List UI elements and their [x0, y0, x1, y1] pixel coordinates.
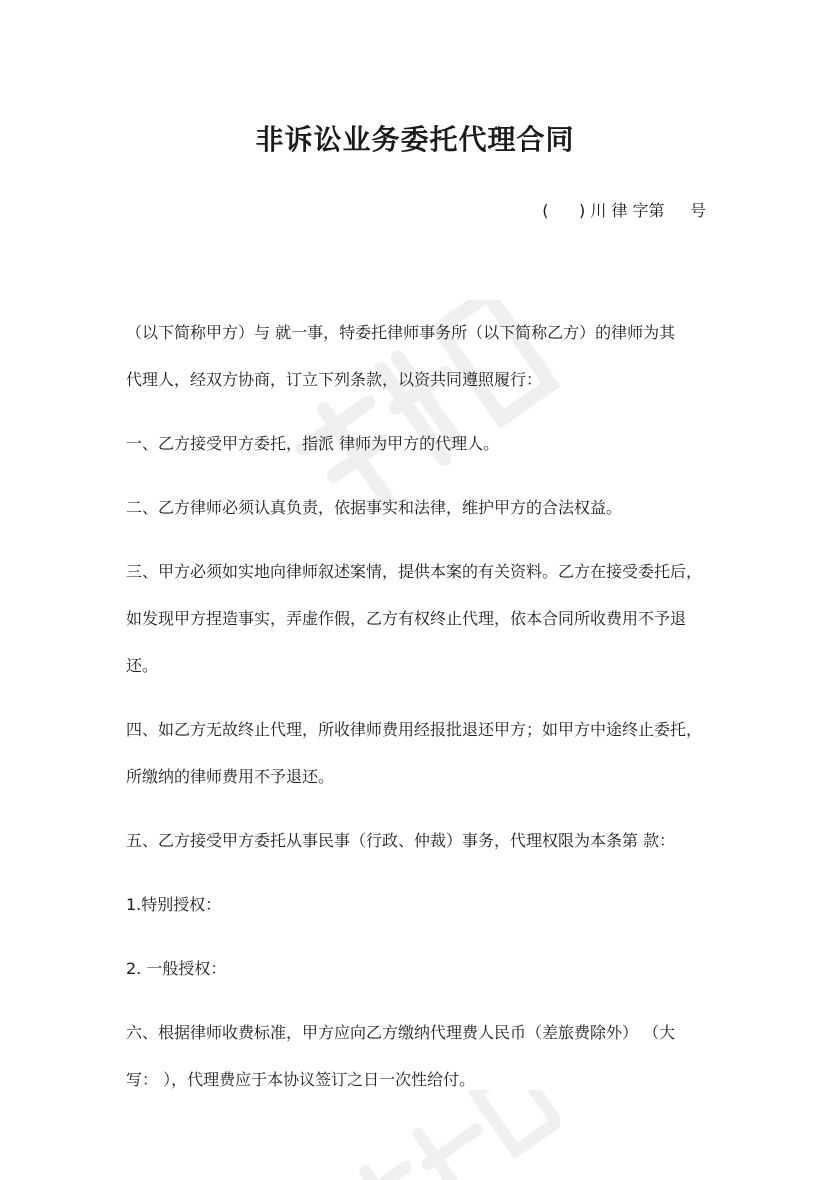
paragraph-general-authorization: [126, 954, 708, 984]
text-line: 还。: [126, 656, 159, 675]
text-line: 一、乙方接受甲方委托，指派 律师为甲方的代理人。: [126, 434, 500, 453]
paragraph-clause-6: [126, 1018, 708, 1095]
text-line: 三、甲方必须如实地向律师叙述案情，提供本案的有关资料。乙方在接受委托后，: [126, 562, 703, 581]
text-line: 五、乙方接受甲方委托从事民事（行政、仲裁）事务，代理权限为本条第 款：: [126, 831, 676, 850]
text-line: 四、如乙方无故终止代理，所收律师费用经报批退还甲方；如甲方中途终止委托，: [126, 720, 703, 739]
paragraph-clause-5: [126, 826, 708, 856]
text-line: 写： ），代理费应于本协议签订之日一次性给付。: [126, 1070, 476, 1089]
text-line: 所缴纳的律师费用不予退还。: [126, 767, 335, 786]
paragraph-intro: [126, 318, 708, 395]
text-line: 六、根据律师收费标准，甲方应向乙方缴纳代理费人民币（差旅费除外） （大: [126, 1023, 676, 1042]
text-line: 2. 一般授权：: [126, 959, 227, 978]
paragraph-clause-2: [126, 493, 708, 523]
paragraph-clause-1: [126, 429, 708, 459]
document-number: ( ) 川 律 字第 号: [542, 201, 706, 220]
text-line: 如发现甲方捏造事实，弄虚作假，乙方有权终止代理，依本合同所收费用不予退: [126, 609, 687, 628]
paragraph-special-authorization: [126, 890, 708, 920]
contract-body: [126, 318, 708, 1129]
text-line: 代理人，经双方协商，订立下列条款，以资共同遵照履行：: [126, 370, 543, 389]
text-line: 二、乙方律师必须认真负责，依据事实和法律，维护甲方的合法权益。: [126, 498, 623, 517]
page-title: 非诉讼业务委托代理合同: [255, 123, 575, 156]
paragraph-clause-3: [126, 557, 708, 681]
paragraph-clause-4: [126, 715, 708, 792]
text-line: 1.特别授权：: [126, 895, 222, 914]
text-line: （以下简称甲方）与 就一事，特委托律师事务所（以下简称乙方）的律师为其: [126, 323, 676, 342]
